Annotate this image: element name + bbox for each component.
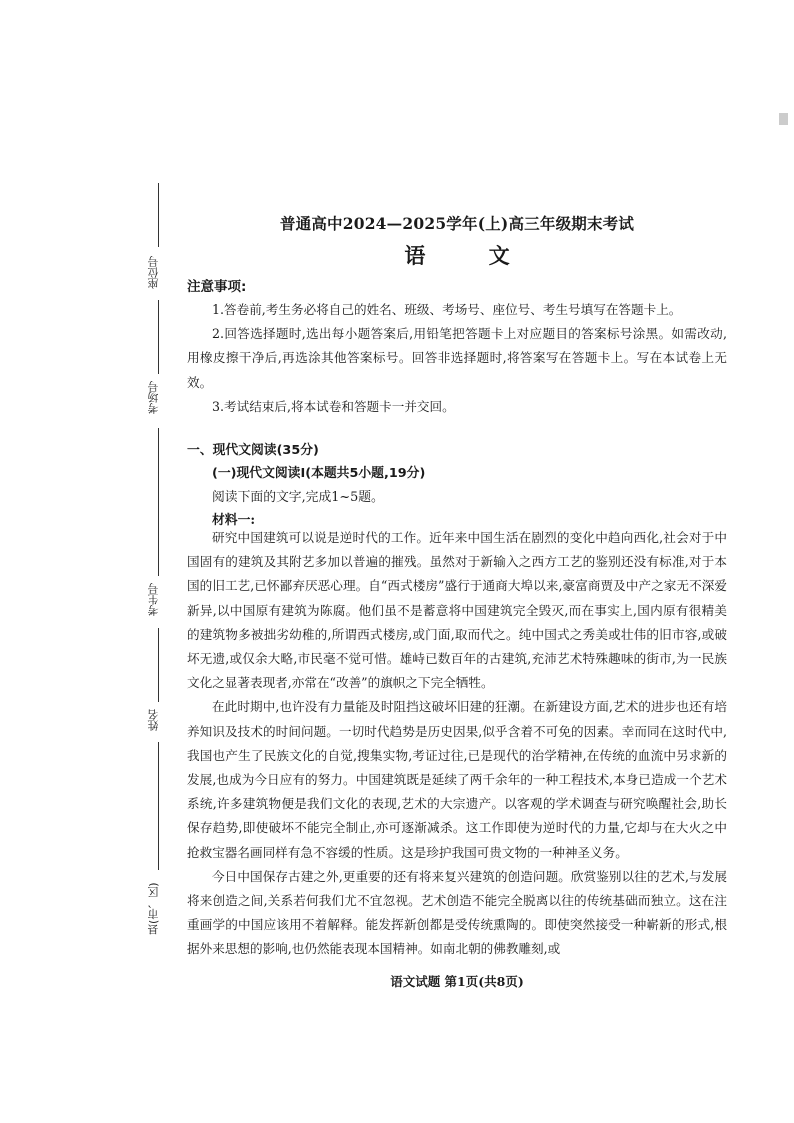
county-label: 县(市、区): [147, 882, 160, 936]
scan-mark: [779, 113, 788, 125]
binding-line: [158, 428, 159, 576]
name-label: 姓名: [147, 709, 160, 731]
room-number-label: 考场号: [147, 381, 160, 415]
passage-paragraph: 研究中国建筑可以说是逆时代的工作。近年来中国生活在剧烈的变化中趋向西化,社会对于中国固有的建筑及其附艺多加以普遍的摧残。虽然对于新输入之西方工艺的鉴别还没有标准,对于本国的旧工艺,已怀鄙弃厌恶心理。自“西式楼房”盛行于通商大埠以来,豪富商贾及中产之家无不深爱新异,以中国原有建筑为陈腐。他们虽不是蓄意将中国建筑完全毁灭,而在事实上,国内原有很精美的建筑物多被拙劣幼稚的,所谓西式楼房,或门面,取而代之。纯中国式之秀美或壮伟的旧市容,或破坏无遗,或仅余大略,市民毫不觉可惜。雄峙已数百年的古建筑,充沛艺术特殊趣味的街市,为一民族文化之显著表现者,亦常在“改善”的旗帜之下完全牺牲。: [187, 530, 727, 691]
notice-item: 3.考试结束后,将本试卷和答题卡一并交回。: [212, 398, 455, 414]
binding-strip: [0, 0, 190, 1123]
notice-heading: 注意事项:: [187, 279, 247, 295]
passage-paragraph: 今日中国保存古建之外,更重要的还有将来复兴建筑的创造问题。欣赏鉴别以往的艺术,与发展将来创造之间,关系若何我们尤不宜忽视。艺术创造不能完全脱离以往的传统基础而独立。这在注重画学的中国应该用不着解释。能发挥新创都是受传统熏陶的。即使突然接受一种嶄新的形式,根据外来思想的影响,也仍然能表现本国精神。如南北朝的佛教雕刻,或: [187, 868, 727, 957]
candidate-number-label: 考生号: [147, 583, 160, 617]
binding-line: [158, 183, 159, 247]
reading-passage: [187, 526, 727, 962]
subject-title: 语 文: [404, 243, 538, 268]
notice-list: [187, 298, 727, 419]
section-heading: 一、现代文阅读(35分): [187, 443, 319, 458]
subsection-heading: (一)现代文阅读Ⅰ(本题共5小题,19分): [212, 466, 426, 481]
passage-paragraph: 在此时期中,也许没有力量能及时阻挡这破坏旧建的狂潮。在新建设方面,艺术的进步也还有培养知识及技术的时间问题。一切时代趋势是历史因果,似乎含着不可免的因素。幸而同在这时代中,我国也产生了民族文化的自觉,搜集实物,考证过往,已是现代的治学精神,在传统的血流中另求新的发展,也成为今日应有的努力。中国建筑既是延续了两千余年的一种工程技术,本身已造成一个艺术系统,许多建筑物便是我们文化的表现,艺术的大宗遗产。以客观的学术调查与研究唤醒社会,助长保存趋势,即使破坏不能完全制止,亦可逐渐减杀。这工作即使为逆时代的力量,它却与在大火之中抢救宝器名画同样有急不容缓的性质。这是珍护我国可贵文物的一种神圣义务。: [187, 699, 727, 860]
reading-instruction: 阅读下面的文字,完成1~5题。: [212, 490, 384, 505]
binding-line: [158, 628, 159, 702]
binding-line: [158, 300, 159, 374]
notice-item: 2.回答选择题时,选出每小题答案后,用铅笔把答题卡上对应题目的答案标号涂黑。如需改动,用橡皮擦干净后,再选涂其他答案标号。回答非选择题时,将答案写在答题卡上。写在本试卷上无效。: [187, 326, 727, 390]
seat-number-label: 座位号: [147, 256, 160, 290]
material-label: 材料一:: [212, 513, 256, 528]
page-footer: 语文试题 第1页(共8页): [390, 974, 524, 989]
exam-title: 普通高中2024—2025学年(上)高三年级期末考试: [279, 214, 635, 233]
notice-item: 1.答卷前,考生务必将自己的姓名、班级、考场号、座位号、考生号填写在答题卡上。: [212, 302, 682, 317]
binding-line: [158, 742, 159, 870]
